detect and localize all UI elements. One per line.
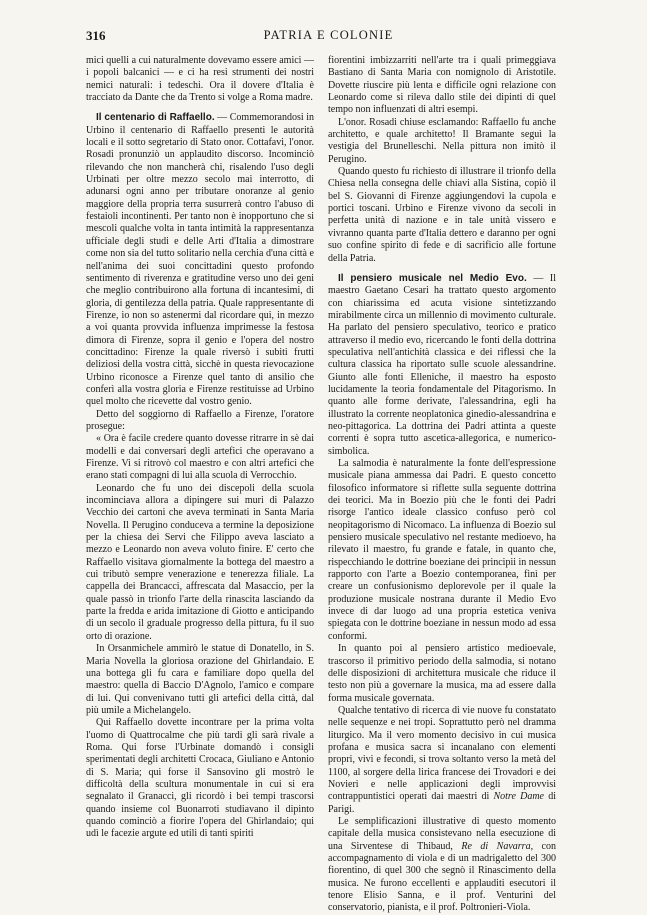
section-text: — Il maestro Gaetano Cesari ha trattato questo argomento con chiarissima ed acuta visione sintetizzando mirabilmente circa un millennio di movimento culturale. Ha parlato del pensiero speculativo, teorico e pratico attraverso il medio evo, ricercando le fonti della dottrina speculativa nell'antichità classica e dei riflessi che la cultura classica ha riportato sulle scuole alessandrine. Giunto alle fonti Elleniche, il maestro ha esposto lucidamente la teoria fondamentale del Pitagorismo. In quanto alle forme derivate, l'alessandrina, egli ha illustrato la corrente neoplatonica ginedio-alessandrina e neo-pittagorica. La dottrina dei Padri attinta a queste correnti è sopra tutto ascetica-allegorica, e numerico-simbolica. xyxy=(328,272,557,457)
italic-text: Re di Navarra xyxy=(461,840,531,852)
paragraph: Quando questo fu richiesto di illustrare il trionfo della Chiesa nella consegna delle chiavi alla Sistina, copiò il bel S. Giovanni di Firenze aggiungendovi la cupola e portici toscani. Urbino e Firenze vivono da secoli in perfetta unità di nazione e in tale unità vissero e vivranno quanta parte d'Italia dettero e daranno per ogni suo confine spirito di fede e di sacrificio alle fortune della Patria. xyxy=(328,166,556,264)
section-centenario-raffaello xyxy=(86,112,314,408)
paragraph: In Orsanmichele ammirò le statue di Donatello, in S. Maria Novella la gloriosa orazione del Ghirlandaio. E una bottega gli fu cara e familiare dopo quella del maestro: quella di Baccio D'Agnolo, l'amico e compare di lui. Qui convenivano tutti gli artefici della città, dal più umile a Michelangelo. xyxy=(86,643,314,716)
paragraph xyxy=(328,705,556,816)
section-title: Il centenario di Raffaello. xyxy=(96,112,215,124)
section-title: Il pensiero musicale nel Medio Evo. xyxy=(338,272,527,284)
paragraph-text: , con accompagnamento di viola e di un madrigaletto del 300 fiorentino, di quel 300 che segnò il Rinascimento della musica. Ne furono eccellenti e applauditi esecutori il tenore Elisio Sanna, e il prof. Venturini del conservatorio, pianista, e il prof. Poltronieri-Viola. xyxy=(328,840,556,914)
page-header xyxy=(86,28,571,44)
paragraph: fiorentini imbizzarriti nell'arte tra i quali primeggiava Bastiano di Santa Maria con nomignolo di Aristotile. Dovette riuscire più lenta e difficile ogni relazione con Leonardo come si rileva dallo stile dei dipinti di quel tempo non influenzati di altri esempi. xyxy=(328,55,556,116)
paragraph: Leonardo che fu uno dei discepoli della scuola incominciava allora a dipingere sui muri di Palazzo Vecchio dei cartoni che aveva terminati in Santa Maria Novella. Il Perugino conduceva a termine la deposizione per la chiesa dei Servi che Filippo aveva lasciato a mezzo e Leonardo non aveva voluto finire. E' certo che Raffaello visitava giornalmente la bottega del maestro a cui tributò sempre venerazione e tenerezza filiale. La cappella dei Brancacci, affrescata dal Masaccio, per la quale passò in trionfo l'arte della rinascita lasciando da parte la fredda e arida imitazione di Giotto e anticipando di un secolo il graduale progresso della pittura, fu il suo orto di orazione. xyxy=(86,482,314,642)
paragraph-text: di Parigi. xyxy=(328,791,556,815)
paragraph: In quanto poi al pensiero artistico medioevale, trascorso il primitivo periodo della salmodia, si notano delle disposizioni di architettura musicale che riduce il testo non più a governare la musica, ma ad essere dalla forma musicale governata. xyxy=(328,643,556,704)
paragraph: « Ora è facile credere quanto dovesse ritrarre in sè dai modelli e dai conversari degli artefici che operavano a Firenze. Vi si ritrovò col maestro e con altri artefici che erano stati compagni di lui alla scuola di Verrocchio. xyxy=(86,433,314,482)
paragraph: La salmodia è naturalmente la fonte dell'espressione musicale piana ammessa dai Padri. E questo concetto filosofico informatore si riflette sulla seguente dottrina dei teorici. Ma in Boezio più che le fonti dei Padri risorge l'antico ideale classico confuso però col neopitagorismo di Nicomaco. La influenza di Boezio sul pensiero musicale speculativo nel restante medioevo, ha rilevato il maestro, fu grande e fatale, in quanto che, rispecchiando le dottrine boeziane dei principii in nessun rapporto con l'arte a Boezio contemporanea, finì per creare un confusionismo deplorevole per il quale la produzione musicale nostrana durante il Medio Evo invece di dar luogo ad una propria estetica veniva spiegata con le dottrine boeziane in nessun modo ad essa conformi. xyxy=(328,458,556,642)
paragraph-text: Le semplificazioni illustrative di questo momento capitale della musica consistevano nella esecuzione di una Sirventese di Thibaud, xyxy=(328,815,556,852)
italic-text: Notre Dame xyxy=(493,791,544,803)
running-title: PATRIA E COLONIE xyxy=(263,28,394,42)
section-text: — Commemorandosi in Urbino il centenario di Raffaello presenti le autorità locali e il sotto segretario di Stato onor. Cottafavi, l'onor. Rosadi pronunziò un applaudito discorso. Incominciò rilevando che non mancherà chi, risalendo l'uso degli Urbinati per oltre mezzo secolo mai interrotto, di adunarsi ogni anno per tributare onoranze al genio maggiore della propria terra susurrerà contro l'abuso di festaioli incontinenti. Per tanto non è inopportuno che si mescoli qualche volta in tanta intimità la rappresentanza ufficiale degli studi e delle Arti d'Italia a dimostrare come non sia del tutto solitario nella cerchia d'una città e nell'anima dei suoi concittadini questo profondo sentimento di riverenza e gratitudine verso uno dei geni che meglio contribuirono alla fortuna di incantesimi, di gloria, di gentilezza della patria. Quale rappresentante di Firenze, io non so astenermi dal ricordare qui, in mezzo a voi quanta provvida influenza imprimesse la festosa dimora di Firenze, sopra il genio e l'opera del nostro concittadino: Firenze la quale riversò i subiti frutti deliziosi della vostra città, sicchè in questa rievocazione Urbino riconosce a Firenze quel tanto di ansilio che conferì alla vostra gloria e Firenze restituisse ad Urbino quel molto che ricevette dal vostro genio. xyxy=(86,112,314,408)
paragraph: mici quelli a cui naturalmente dovevamo essere amici — i popoli balcanici — e ci ha resi strumenti dei nostri nemici naturali: i tedeschi. Ora il dovere d'Italia è tracciato da Dante che da Trento si volge a Roma madre. xyxy=(86,55,314,104)
right-column xyxy=(328,55,556,915)
paragraph: L'onor. Rosadi chiuse esclamando: Raffaello fu anche architetto, e quale architetto! Il Bramante seguì la vestigia del Brunelleschi. Nella pittura non imitò il Perugino. xyxy=(328,116,556,165)
section-pensiero-musicale xyxy=(328,273,556,458)
paragraph: Qui Raffaello dovette incontrare per la prima volta l'uomo di Quattrocalme che più tardi gli sarà rivale a Roma. Qui forse l'Urbinate domandò i consigli sperimentati degli architetti Crocaca, Giuliano e Antonio di S. Maria; qui forse il Sansovino gli mostrò le difficoltà della scultura monumentale in cui si era segnalato il Granacci, gli ricordò i bei tempi trascorsi quando insieme col Buonarroti studiavano il dipinto quando cominciò a fiorire l'opera del Ghirlandaio; qui udì le facezie argute ed utili di tanti spiriti xyxy=(86,717,314,840)
page-number: 316 xyxy=(86,28,106,43)
paragraph: Detto del soggiorno di Raffaello a Firenze, l'oratore prosegue: xyxy=(86,408,314,432)
left-column xyxy=(86,55,314,841)
paragraph-text: Qualche tentativo di ricerca di vie nuove fu constatato nelle sequenze e nei tropi. Soprattutto però nel dramma liturgico. Ma il vero momento decisivo in cui musica profana e musica sacra si incanalano con elementi propri, vivi e fecondi, si trova soltanto verso la metà del 1100, al sorgere della lirica francese dei Trovadori e dei Novieri e nelle applicazioni degli improvvisi contrappuntistici operati dai maestri di xyxy=(328,704,556,803)
